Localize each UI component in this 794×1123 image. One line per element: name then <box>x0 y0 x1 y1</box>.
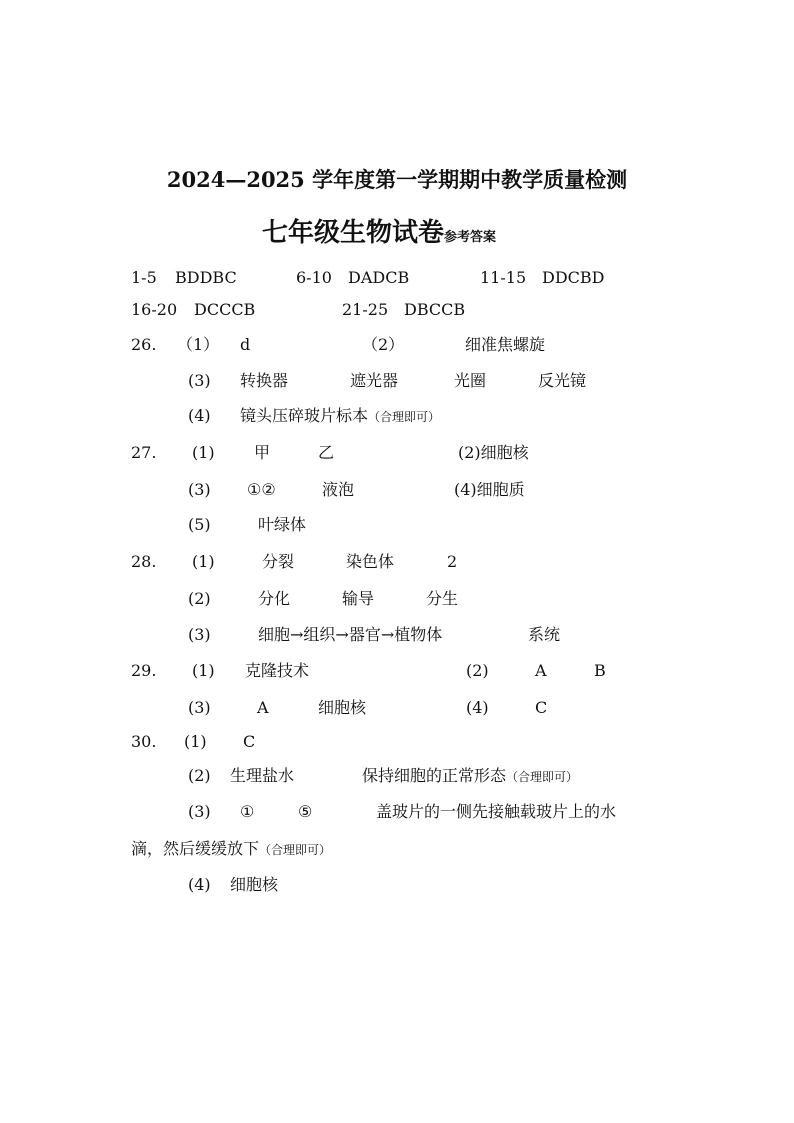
answer-text: 系统 <box>528 625 561 644</box>
answer-text: C <box>535 698 548 717</box>
sub-label: (1) <box>192 443 215 462</box>
answer-text: C <box>243 732 256 751</box>
choice-answer: DDCBD <box>542 268 605 287</box>
sub-label: （2） <box>362 335 405 354</box>
subtitle-main: 七年级生物试卷 <box>262 218 445 248</box>
answer-note: （合理即可） <box>368 410 441 424</box>
answer-text <box>362 766 578 787</box>
choice-range: 21-25 <box>342 300 389 319</box>
answer-text: A <box>535 661 547 680</box>
answer-text: (2)细胞核 <box>458 443 529 462</box>
question-number: 28. <box>131 552 157 571</box>
page-title: 2024—2025 学年度第一学期期中教学质量检测 <box>166 167 628 192</box>
answer-main: 滴，然后缓缓放下 <box>131 839 260 858</box>
choice-answer: DBCCB <box>404 300 466 319</box>
choice-range: 6-10 <box>296 268 332 287</box>
answer-text: ① <box>240 802 255 821</box>
question-number: 26. <box>131 335 157 354</box>
answer-text: 盖玻片的一侧先接触载玻片上的水 <box>376 802 617 821</box>
sub-label: (1) <box>184 732 207 751</box>
sub-label: (1) <box>192 661 215 680</box>
answer-main: 保持细胞的正常形态 <box>362 766 507 785</box>
answer-text: 克隆技术 <box>245 661 310 680</box>
sub-label: (2) <box>188 589 211 608</box>
choice-answer: DCCCB <box>194 300 256 319</box>
answer-text: 染色体 <box>346 552 395 571</box>
sub-label: （1） <box>177 335 220 354</box>
answer-text: ①② <box>247 480 276 499</box>
answer-text: 遮光器 <box>350 371 399 390</box>
answer-text: 生理盐水 <box>230 766 295 785</box>
answer-text: d <box>240 335 251 354</box>
answer-text: A <box>257 698 269 717</box>
answer-text: ⑤ <box>298 802 313 821</box>
answer-text: 细胞→组织→器官→植物体 <box>258 625 443 644</box>
answer-text: 细胞核 <box>318 698 367 717</box>
choice-answer: BDDBC <box>175 268 237 287</box>
answer-text <box>240 406 440 427</box>
sub-label: (2) <box>466 661 489 680</box>
answer-note: （合理即可） <box>259 843 332 857</box>
answer-text: 叶绿体 <box>258 515 307 534</box>
subtitle-note: 参考答案 <box>444 230 497 245</box>
answer-text: 液泡 <box>322 480 355 499</box>
choice-range: 1-5 <box>131 268 157 287</box>
sub-label: (2) <box>188 766 211 785</box>
answer-text: 细准焦螺旋 <box>465 335 546 354</box>
answer-text: 反光镜 <box>538 371 587 390</box>
answer-text: 分生 <box>426 589 459 608</box>
sub-label: (3) <box>188 698 211 717</box>
question-number: 29. <box>131 661 157 680</box>
sub-label: (4) <box>466 698 489 717</box>
answer-text: 细胞核 <box>230 875 279 894</box>
question-number: 27. <box>131 443 157 462</box>
choice-range: 11-15 <box>480 268 527 287</box>
choice-answer: DADCB <box>348 268 410 287</box>
sub-label: (4) <box>188 406 211 425</box>
answer-text: 光圈 <box>454 371 487 390</box>
answer-text: (4)细胞质 <box>454 480 525 499</box>
answer-text: 分裂 <box>262 552 295 571</box>
answer-text: 转换器 <box>240 371 289 390</box>
answer-text <box>131 839 331 860</box>
sub-label: (3) <box>188 802 211 821</box>
answer-note: （合理即可） <box>506 770 579 784</box>
answer-text: 输导 <box>342 589 375 608</box>
sub-label: (1) <box>192 552 215 571</box>
answer-text: 乙 <box>318 443 335 462</box>
sub-label: (3) <box>188 625 211 644</box>
choice-range: 16-20 <box>131 300 178 319</box>
sub-label: (3) <box>188 480 211 499</box>
answer-text: 甲 <box>254 443 271 462</box>
sub-label: (5) <box>188 515 211 534</box>
page-subtitle <box>262 212 496 249</box>
sub-label: (3) <box>188 371 211 390</box>
answer-main: 镜头压碎玻片标本 <box>240 406 369 425</box>
answer-text: 2 <box>447 552 458 571</box>
sub-label: (4) <box>188 875 211 894</box>
question-number: 30. <box>131 732 157 751</box>
answer-text: B <box>594 661 606 680</box>
answer-text: 分化 <box>258 589 291 608</box>
